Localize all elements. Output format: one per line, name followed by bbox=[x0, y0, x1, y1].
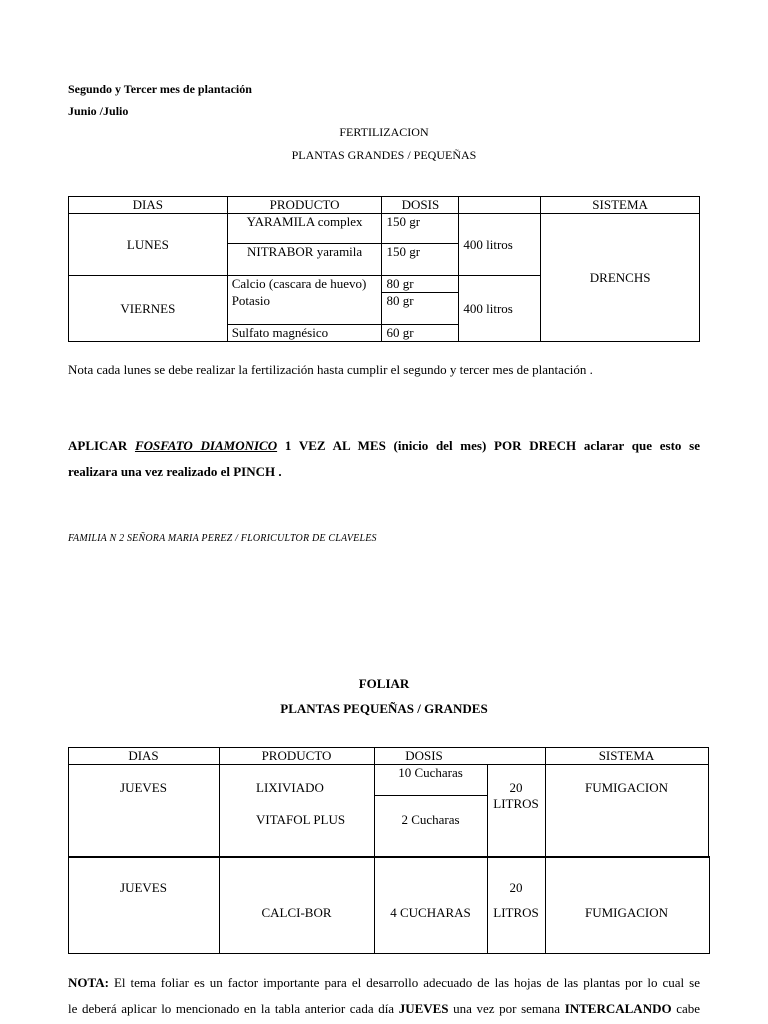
apply-line-2: realizara una vez realizado el PINCH . bbox=[68, 464, 282, 479]
foliar-header-dosis: DOSIS bbox=[405, 748, 443, 763]
note-jueves: JUEVES bbox=[398, 1001, 449, 1016]
note-intercalando: INTERCALANDO bbox=[564, 1001, 672, 1016]
apply-prefix: APLICAR bbox=[68, 438, 135, 453]
note-text-1: El tema foliar es un factor importante para el desarrollo adecuado de las hojas de las plantas por lo cual se bbox=[108, 975, 700, 990]
header-line-month: Segundo y Tercer mes de plantación bbox=[68, 82, 252, 96]
header-producto: PRODUCTO bbox=[227, 197, 382, 214]
section-title-foliar: FOLIAR bbox=[358, 676, 410, 691]
family-caption: FAMILIA N 2 SEÑORA MARIA PEREZ / FLORICULTOR DE CLAVELES bbox=[68, 533, 377, 544]
day-viernes: VIERNES bbox=[69, 276, 228, 342]
header-empty bbox=[459, 197, 541, 214]
foliar-header-producto: PRODUCTO bbox=[261, 748, 332, 763]
section-subtitle-plants: PLANTAS GRANDES / PEQUEÑAS bbox=[291, 148, 477, 162]
foliar-dose-calcibor: 4 CUCHARAS bbox=[390, 905, 471, 920]
foliar-system-1: FUMIGACION bbox=[584, 780, 669, 795]
product-sulfato: Sulfato magnésico bbox=[227, 325, 382, 342]
foliar-volume-num-2: 20 bbox=[509, 880, 523, 895]
header-dosis: DOSIS bbox=[382, 197, 459, 214]
foliar-volume-num-1: 20 bbox=[509, 780, 523, 795]
note-foliar-line-1 bbox=[68, 970, 700, 996]
note-text-2a: le deberá aplicar lo mencionado en la tabla anterior cada día bbox=[68, 1001, 399, 1016]
product-yaramila: YARAMILA complex bbox=[227, 214, 382, 244]
foliar-product-calcibor: CALCI-BOR bbox=[261, 905, 332, 920]
header-dias: DIAS bbox=[69, 197, 228, 214]
day-lunes: LUNES bbox=[69, 214, 228, 276]
volume-lunes: 400 litros bbox=[459, 214, 541, 276]
foliar-header-dias: DIAS bbox=[128, 748, 159, 763]
note-foliar-line-2 bbox=[68, 996, 700, 1022]
apply-product: FOSFATO DIAMONICO bbox=[134, 438, 278, 453]
dose-calcio: 80 gr bbox=[382, 276, 459, 293]
header-sistema: SISTEMA bbox=[541, 197, 700, 214]
dose-potasio: 80 gr bbox=[382, 293, 459, 325]
foliar-product-lixiviado: LIXIVIADO bbox=[256, 780, 324, 795]
table-row bbox=[69, 214, 700, 244]
note-label: NOTA: bbox=[68, 975, 109, 990]
foliar-product-vitafol: VITAFOL PLUS bbox=[256, 812, 346, 827]
product-nitrabor: NITRABOR yaramila bbox=[227, 244, 382, 276]
note-fertilization: Nota cada lunes se debe realizar la fertilización hasta cumplir el segundo y tercer mes de plantación . bbox=[68, 362, 593, 377]
note-text-2c: cabe bbox=[671, 1001, 701, 1016]
apply-rest: 1 VEZ AL MES (inicio del mes) POR DRECH aclarar que esto se bbox=[277, 438, 700, 453]
fertilization-table bbox=[68, 196, 700, 342]
header-line-period: Junio /Julio bbox=[68, 104, 129, 118]
table-header-row bbox=[69, 197, 700, 214]
dose-yaramila: 150 gr bbox=[382, 214, 459, 244]
apply-line-1 bbox=[68, 433, 700, 459]
note-text-2b: una vez por semana bbox=[448, 1001, 565, 1016]
foliar-day-1: JUEVES bbox=[120, 780, 167, 795]
dose-nitrabor: 150 gr bbox=[382, 244, 459, 276]
foliar-system-2: FUMIGACION bbox=[584, 905, 669, 920]
dose-sulfato: 60 gr bbox=[382, 325, 459, 342]
foliar-volume-unit-1: LITROS bbox=[493, 796, 539, 811]
foliar-header-sistema: SISTEMA bbox=[598, 748, 655, 763]
system-drenchs: DRENCHS bbox=[541, 214, 700, 342]
product-potasio: Potasio bbox=[227, 293, 382, 325]
foliar-dose-vitafol: 2 Cucharas bbox=[401, 812, 460, 827]
section-subtitle-foliar: PLANTAS PEQUEÑAS / GRANDES bbox=[280, 701, 488, 716]
foliar-day-2: JUEVES bbox=[120, 880, 167, 895]
foliar-volume-unit-2: LITROS bbox=[493, 905, 539, 920]
section-title-fertilizacion: FERTILIZACION bbox=[339, 125, 429, 139]
foliar-dose-lixiviado: 10 Cucharas bbox=[398, 765, 463, 780]
volume-viernes: 400 litros bbox=[459, 276, 541, 342]
product-calcio: Calcio (cascara de huevo) bbox=[227, 276, 382, 293]
